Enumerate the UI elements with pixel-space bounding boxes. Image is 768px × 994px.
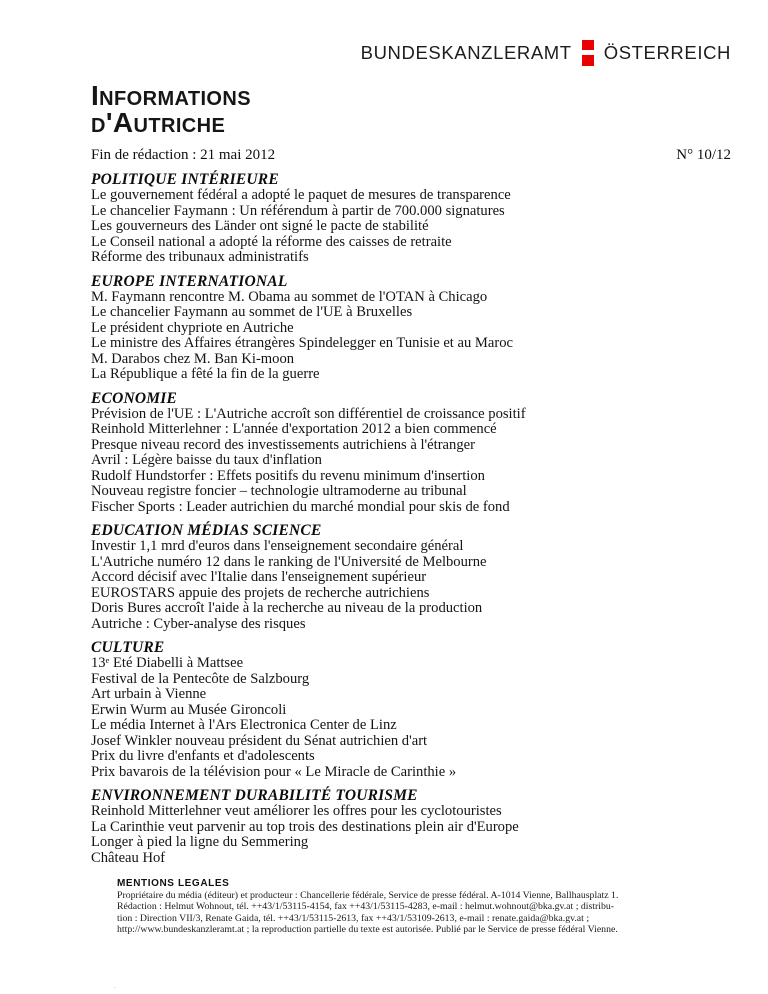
section-heading: CULTURE <box>91 639 165 656</box>
section-heading: ECONOMIE <box>91 389 178 407</box>
newsletter-section <box>91 788 731 866</box>
legal-notices <box>117 878 689 936</box>
section-items <box>91 290 731 383</box>
headline-item: Le chancelier Faymann : Un référendum à partir de 700.000 signatures <box>91 202 505 219</box>
headline-item: Les gouverneurs des Länder ont signé le pacte de stabilité <box>91 218 429 234</box>
headline-item: Accord décisif avec l'Italie dans l'enseignement supérieur <box>91 569 427 585</box>
headline-item: Investir 1,1 mrd d'euros dans l'enseignement secondaire général <box>91 538 464 554</box>
section-items <box>91 656 731 780</box>
page-footer-mark: . <box>114 985 116 989</box>
section-heading: EUROPE INTERNATIONAL <box>91 272 288 290</box>
wordmark-right-text: ÖSTERREICH <box>603 42 731 63</box>
meta-row <box>91 147 731 164</box>
headline-item: Avril : Légère baisse du taux d'inflation <box>91 452 322 468</box>
headline-item: Prix du livre d'enfants et d'adolescents <box>91 748 315 764</box>
headline-item: Le gouvernement fédéral a adopté le paquet de mesures de transparence <box>91 187 511 203</box>
headline-item: Autriche : Cyber-analyse des risques <box>91 615 306 632</box>
headline-item: Château Hof <box>91 849 166 866</box>
section-heading: POLITIQUE INTÉRIEURE <box>91 171 279 188</box>
newsletter-section <box>91 523 731 632</box>
headline-item: Prévision de l'UE : L'Autriche accroît son différentiel de croissance positif <box>91 405 526 422</box>
legal-line: Rédaction : Helmut Wohnout, tél. ++43/1/53115-4154, fax ++43/1/53115-4283, e-mail : helmut.wohnout@bka.gv.at ; distribu- <box>117 901 615 913</box>
newsletter-section <box>91 640 731 780</box>
headline-item: Le Conseil national a adopté la réforme des caisses de retraite <box>91 233 452 250</box>
sections <box>91 172 731 866</box>
newsletter-section <box>91 172 731 266</box>
headline-item: Le président chypriote en Autriche <box>91 319 294 336</box>
section-items <box>91 804 731 866</box>
section-heading: EDUCATION MÉDIAS SCIENCE <box>91 522 322 539</box>
headline-item: Le chancelier Faymann au sommet de l'UE à Bruxelles <box>91 304 413 320</box>
headline-item: Art urbain à Vienne <box>91 686 207 702</box>
section-heading: ENVIRONNEMENT DURABILITÉ TOURISME <box>91 787 418 804</box>
section-items <box>91 539 731 632</box>
page-title-line2: d'Autriche <box>91 107 226 138</box>
newsletter-section <box>91 274 731 383</box>
legal-line: tion : Direction VII/3, Renate Gaida, tél. ++43/1/53115-2613, fax ++43/1/53109-2613, e-mail : renate.gaida@bka.gv.at ; <box>117 912 590 924</box>
section-items <box>91 407 731 516</box>
headline-item: Fischer Sports : Leader autrichien du marché mondial pour skis de fond <box>91 498 510 515</box>
headline-item: Festival de la Pentecôte de Salzbourg <box>91 670 310 687</box>
headline-item: M. Darabos chez M. Ban Ki-moon <box>91 350 295 367</box>
legal-heading: MENTIONS LEGALES <box>117 878 230 889</box>
issue-number: N° 10/12 <box>676 147 731 163</box>
headline-item: Prix bavarois de la télévision pour « Le Miracle de Carinthie » <box>91 763 457 780</box>
page-title-line1: Informations <box>91 80 251 111</box>
headline-item: Presque niveau record des investissements autrichiens à l'étranger <box>91 436 475 453</box>
headline-item: Rudolf Hundstorfer : Effets positifs du revenu minimum d'insertion <box>91 467 485 484</box>
wordmark-left-text: BUNDESKANZLERAMT <box>360 42 572 63</box>
section-items <box>91 188 731 266</box>
headline-item: La Carinthie veut parvenir au top trois des destinations plein air d'Europe <box>91 818 519 835</box>
headline-item: L'Autriche numéro 12 dans le ranking de l'Université de Melbourne <box>91 553 487 570</box>
page-title <box>91 82 731 136</box>
redaction-deadline: Fin de rédaction : 21 mai 2012 <box>91 147 276 163</box>
headline-item: Réforme des tribunaux administratifs <box>91 249 309 265</box>
headline-item: EUROSTARS appuie des projets de recherche autrichiens <box>91 584 430 601</box>
headline-item: M. Faymann rencontre M. Obama au sommet de l'OTAN à Chicago <box>91 288 488 305</box>
headline-item: Longer à pied la ligne du Semmering <box>91 834 309 850</box>
headline-item: Le ministre des Affaires étrangères Spindelegger en Tunisie et au Maroc <box>91 335 514 351</box>
headline-item: Reinhold Mitterlehner veut améliorer les offres pour les cyclotouristes <box>91 803 502 819</box>
headline-item: La République a fêté la fin de la guerre <box>91 366 320 382</box>
headline-item: Nouveau registre foncier – technologie ultramoderne au tribunal <box>91 483 467 499</box>
headline-item: Josef Winkler nouveau président du Sénat autrichien d'art <box>91 732 428 749</box>
legal-line: Propriétaire du média (éditeur) et producteur : Chancellerie fédérale, Service de presse fédéral. A-1014 Vienne, Ballhausplatz 1. <box>117 890 619 901</box>
headline-item: Doris Bures accroît l'aide à la recherche au niveau de la production <box>91 600 483 616</box>
headline-item: Erwin Wurm au Musée Gironcoli <box>91 701 287 718</box>
legal-line: http://www.bundeskanzleramt.at ; la reproduction partielle du texte est autorisée. Publié par le Service de presse fédéral Vienne. <box>117 924 618 936</box>
headline-item: Reinhold Mitterlehner : L'année d'exportation 2012 a bien commencé <box>91 421 497 437</box>
headline-item: 13ᵉ Eté Diabelli à Mattsee <box>91 655 244 671</box>
newsletter-section <box>91 391 731 516</box>
headline-item: Le média Internet à l'Ars Electronica Center de Linz <box>91 717 397 733</box>
legal-body <box>117 890 689 936</box>
